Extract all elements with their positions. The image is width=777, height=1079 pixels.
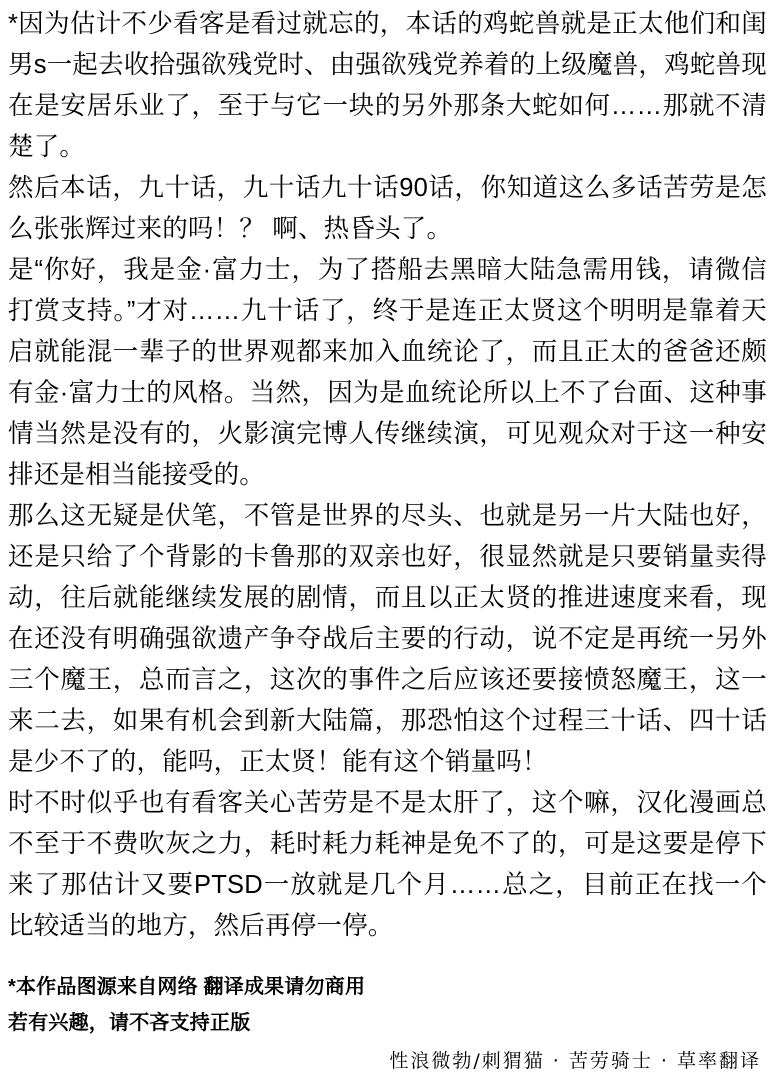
paragraph-4: 那么这无疑是伏笔，不管是世界的尽头、也就是另一片大陆也好，还是只给了个背影的卡鲁那的双亲也好，很显然就是只要销量卖得动，往后就能继续发展的剧情，而且以正太贤的推进速度来看，现在还没有明确强欲遗产争夺战后主要的行动，说不定是再统一另外三个魔王，总而言之，这次的事件之后应该还要接愤怒魔王，这一来二去，如果有机会到新大陆篇，那恐怕这个过程三十话、四十话是少不了的，能吗，正太贤！能有这个销量吗！ xyxy=(8,502,767,776)
paragraph-2: 然后本话，九十话，九十话九十话90话，你知道这么多话苦劳是怎么张张辉过来的吗！？ 啊、热昏头了。 xyxy=(8,174,767,243)
paragraph-1: *因为估计不少看客是看过就忘的，本话的鸡蛇兽就是正太他们和闺男s一起去收拾强欲残党时、由强欲残党养着的上级魔兽，鸡蛇兽现在是安居乐业了，至于与它一块的另外那条大蛇如何……那就不清楚了。 xyxy=(8,10,767,161)
paragraph-3: 是“你好，我是金·富力士，为了搭船去黑暗大陆急需用钱，请微信打赏支持。”才对……九十话了，终于是连正太贤这个明明是靠着天启就能混一辈子的世界观都来加入血统论了，而且正太的爸爸还颇有金·富力士的风格。当然，因为是血统论所以上不了台面、这种事情当然是没有的，火影演完博人传继续演，可见观众对于这一种安排还是相当能接受的。 xyxy=(8,256,767,489)
footer-line-support: 若有兴趣，请不吝支持正版 xyxy=(8,1012,251,1034)
credits-line: 性浪微勃/刺猬猫 · 苦劳骑士 · 草率翻译 xyxy=(389,1050,761,1072)
footer-notice xyxy=(8,969,767,1041)
footer-line-source: *本作品图源来自网络 翻译成果请勿商用 xyxy=(8,976,366,998)
paragraph-5: 时不时似乎也有看客关心苦劳是不是太肝了，这个嘛，汉化漫画总不至于不费吹灰之力，耗时耗力耗神是免不了的，可是这要是停下来了那估计又要PTSD一放就是几个月……总之，目前正在找一个比较适当的地方，然后再停一停。 xyxy=(8,789,767,940)
notes-body xyxy=(8,4,767,947)
